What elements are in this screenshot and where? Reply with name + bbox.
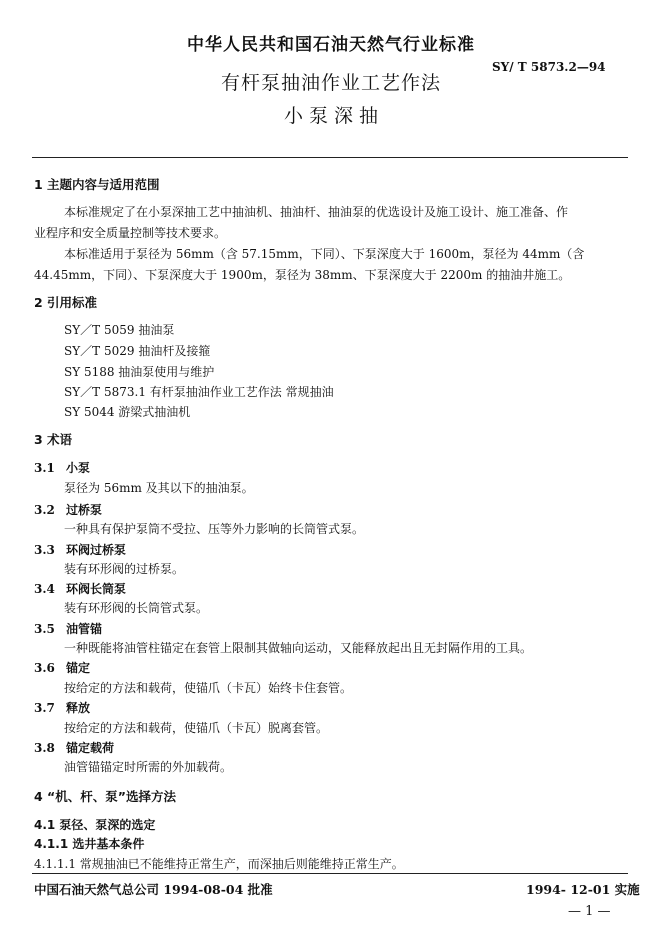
page-number: — 1 —: [568, 904, 611, 919]
term-name: 释放: [66, 701, 91, 715]
reference-item: SY／T 5059 抽油泵: [64, 323, 175, 337]
standard-code: SY/ T 5873.2—94: [492, 60, 606, 74]
term-number: 3.8: [34, 741, 55, 755]
paragraph-line: 本标准适用于泵径为 56mm（含 57.15mm，下同）、下泵深度大于 1600m，泵径为 44mm（含: [64, 247, 585, 261]
term-definition: 油管锚锚定时所需的外加载荷。: [64, 760, 233, 774]
paragraph-line: 本标准规定了在小泵深抽工艺中抽油机、抽油杆、抽油泵的优选设计及施工设计、施工准备、作: [64, 205, 569, 219]
term-definition: 按给定的方法和载荷，使锚爪（卡瓦）始终卡住套管。: [64, 681, 353, 695]
implementation-date: 1994- 12-01 实施: [526, 882, 640, 897]
term-definition: 按给定的方法和载荷，使锚爪（卡瓦）脱离套管。: [64, 721, 329, 735]
paragraph-line: 44.45mm，下同）、下泵深度大于 1900m，泵径为 38mm、下泵深度大于 2200m 的抽油井施工。: [34, 268, 571, 282]
clause-4-1-1-heading: 4.1.1 选井基本条件: [34, 837, 145, 851]
section-4-heading: 4 “机、杆、泵”选择方法: [34, 789, 176, 804]
term-number: 3.2: [34, 503, 55, 517]
paragraph-line: 业程序和安全质量控制等技术要求。: [34, 226, 227, 240]
reference-item: SY 5188 抽油泵使用与维护: [64, 365, 215, 379]
term-definition: 泵径为 56mm 及其以下的抽油泵。: [64, 481, 254, 495]
term-number: 3.3: [34, 543, 55, 557]
term-definition: 装有环形阀的过桥泵。: [64, 562, 185, 576]
term-name: 锚定: [66, 661, 91, 675]
term-number: 3.6: [34, 661, 55, 675]
term-definition: 装有环形阀的长筒管式泵。: [64, 601, 209, 615]
footer-rule: [32, 873, 628, 874]
section-1-heading: 1 主题内容与适用范围: [34, 177, 160, 192]
clause-4-1-heading: 4.1 泵径、泵深的选定: [34, 818, 156, 832]
term-name: 环阀长筒泵: [66, 582, 127, 596]
approval-line: 中国石油天然气总公司 1994-08-04 批准: [34, 882, 273, 897]
term-number: 3.5: [34, 622, 55, 636]
reference-item: SY／T 5029 抽油杆及接箍: [64, 344, 211, 358]
section-3-heading: 3 术语: [34, 432, 73, 447]
term-number: 3.1: [34, 461, 55, 475]
term-name: 过桥泵: [66, 503, 103, 517]
document-subtitle: 小 泵 深 抽: [283, 105, 379, 127]
term-definition: 一种既能将油管柱锚定在套管上限制其做轴向运动，又能释放起出且无封隔作用的工具。: [64, 641, 533, 655]
clause-4-1-1-1: 4.1.1.1 常规抽油已不能维持正常生产，而深抽后则能维持正常生产。: [34, 857, 404, 871]
header-rule: [32, 157, 628, 158]
term-name: 小泵: [66, 461, 91, 475]
industry-title: 中华人民共和国石油天然气行业标准: [187, 35, 475, 55]
term-definition: 一种具有保护泵筒不受拉、压等外力影响的长筒管式泵。: [64, 522, 365, 536]
term-number: 3.7: [34, 701, 55, 715]
term-name: 锚定载荷: [66, 741, 115, 755]
reference-item: SY／T 5873.1 有杆泵抽油作业工艺作法 常规抽油: [64, 385, 334, 399]
term-name: 环阀过桥泵: [66, 543, 127, 557]
term-name: 油管锚: [66, 622, 103, 636]
term-number: 3.4: [34, 582, 55, 596]
reference-item: SY 5044 游梁式抽油机: [64, 405, 191, 419]
document-title: 有杆泵抽油作业工艺作法: [220, 72, 441, 94]
section-2-heading: 2 引用标准: [34, 295, 98, 310]
